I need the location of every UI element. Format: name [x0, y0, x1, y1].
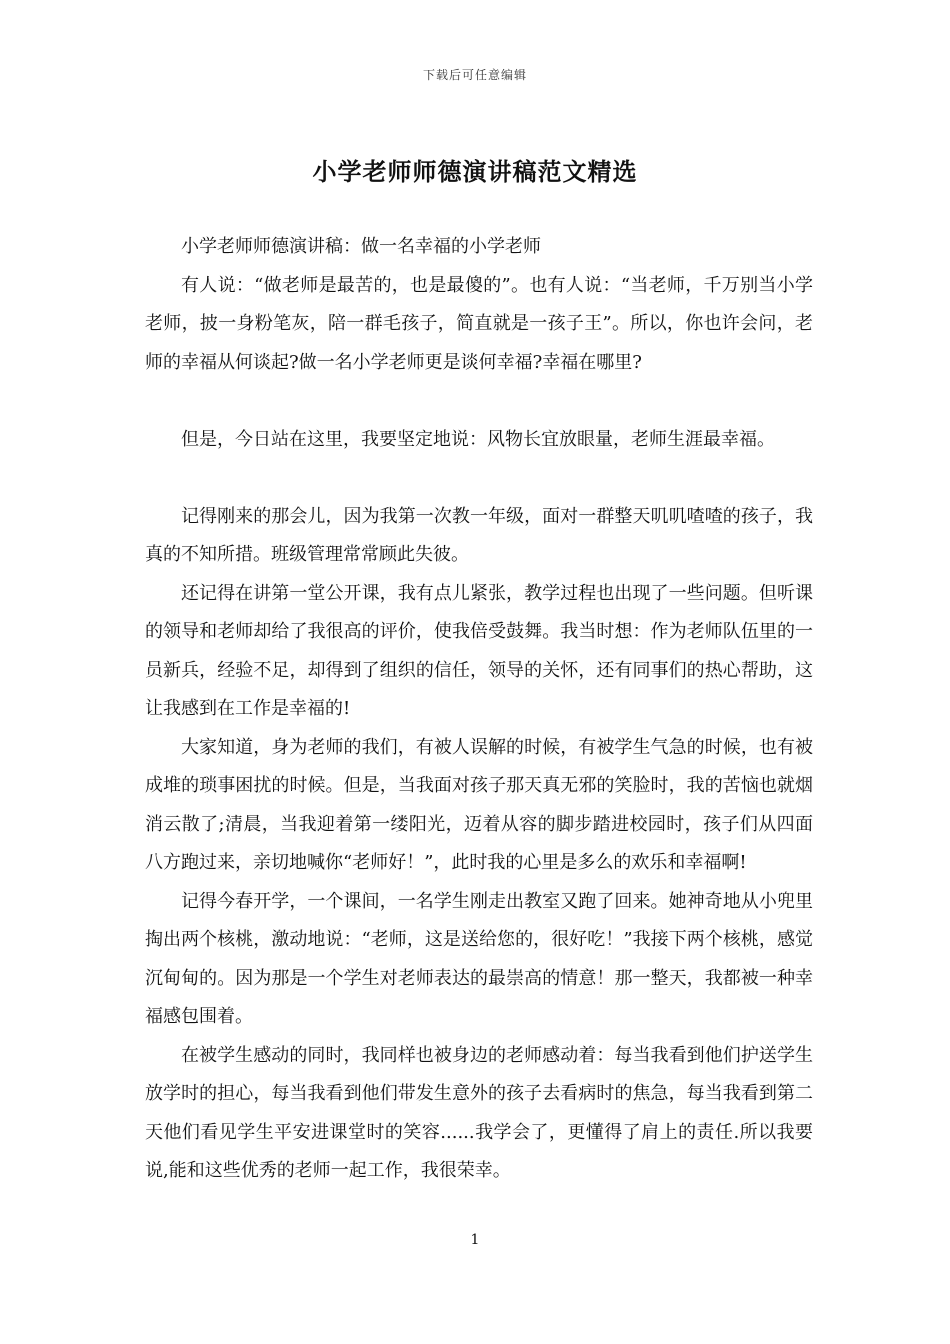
paragraph: 大家知道，身为老师的我们，有被人误解的时候，有被学生气急的时候，也有被成堆的琐事困扰的时候。但是，当我面对孩子那天真无邪的笑脸时，我的苦恼也就烟消云散了;清晨，当我迎着第一缕阳光，迈着从容的脚步踏进校园时，孩子们从四面八方跑过来，亲切地喊你“老师好！”，此时我的心里是多么的欢乐和幸福啊!: [145, 736, 813, 873]
header-note: 下载后可任意编辑: [422, 68, 527, 82]
page-number: 1: [470, 1232, 480, 1248]
paragraph: 记得刚来的那会儿，因为我第一次教一年级，面对一群整天叽叽喳喳的孩子，我真的不知所措。班级管理常常顾此失彼。: [145, 505, 813, 565]
paragraph: 还记得在讲第一堂公开课，我有点儿紧张，教学过程也出现了一些问题。但听课的领导和老师却给了我很高的评价，使我倍受鼓舞。我当时想：作为老师队伍里的一员新兵，经验不足，却得到了组织的信任，领导的关怀，还有同事们的热心帮助，这让我感到在工作是幸福的!: [145, 582, 813, 719]
paragraph: 在被学生感动的同时，我同样也被身边的老师感动着：每当我看到他们护送学生放学时的担心，每当我看到他们带发生意外的孩子去看病时的焦急，每当我看到第二天他们看见学生平安进课堂时的笑容......我学会了，更懂得了肩上的责任.所以我要说,能和这些优秀的老师一起工作，我很荣幸。: [145, 1044, 813, 1181]
document-body: [145, 228, 813, 1191]
document-title: 小学老师师德演讲稿范文精选: [312, 157, 638, 186]
paragraph-subtitle: 小学老师师德演讲稿：做一名幸福的小学老师: [181, 236, 541, 257]
paragraph: 但是，今日站在这里，我要坚定地说：风物长宜放眼量，老师生涯最幸福。: [181, 428, 775, 450]
paragraph: 有人说：“做老师是最苦的，也是最傻的”。也有人说：“当老师，千万别当小学老师，披一身粉笔灰，陪一群毛孩子，简直就是一孩子王”。所以，你也许会问，老师的幸福从何谈起?做一名小学老师更是谈何幸福?幸福在哪里?: [145, 274, 813, 373]
paragraph: 记得今春开学，一个课间，一名学生刚走出教室又跑了回来。她神奇地从小兜里掏出两个核桃，激动地说：“老师，这是送给您的，很好吃！”我接下两个核桃，感觉沉甸甸的。因为那是一个学生对老师表达的最崇高的情意！那一整天，我都被一种幸福感包围着。: [145, 890, 813, 1027]
